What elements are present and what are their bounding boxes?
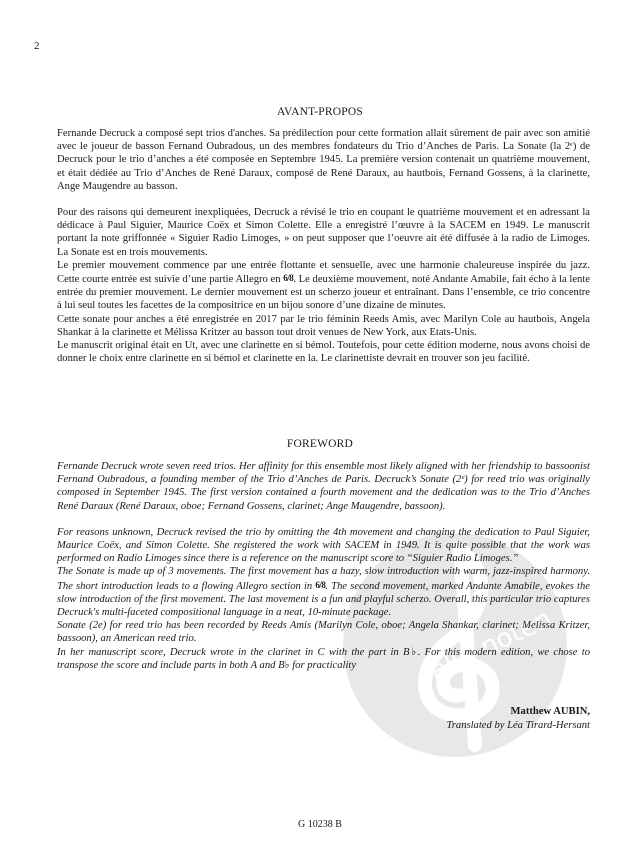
- english-body: [57, 460, 590, 672]
- french-paragraph: Le premier mouvement commence par une entrée flottante et sensuelle, avec une harmonie chaleureuse inspirée du jazz. Cette courte entrée est suivie d’une partie Allegro en 6/8. Le deuxième mouvement, noté Andante Amabile, fait écho à la lente entrée du premier mouvement. Le dernier mouvement est un scherzo joueur et entraînant. Dans l’ensemble, ce trio concentre à lui seul toutes les facettes de la compositrice en un bijou sonore d’une dizaine de minutes.: [57, 259, 590, 312]
- page-number: 2: [34, 40, 40, 52]
- translator-credit: Translated by Léa Tirard-Hersant: [446, 720, 590, 731]
- english-paragraph: In her manuscript score, Decruck wrote in the clarinet in C with the part in B♭. For this modern edition, we chose to transpose the score and include parts in both A and B♭ for practicality: [57, 646, 590, 671]
- english-heading: FOREWORD: [286, 438, 354, 450]
- english-paragraph: Fernande Decruck wrote seven reed trios. Her affinity for this ensemble most likely aligned with her friendship to bassoonist Fernand Oubradous, a founding member of the Trio d’Anches de Paris. Decruck’s Sonate (2ᵉ) for reed trio was originally composed in September 1945. The first version contained a fourth movement and the dedication was to the Trio d’Anches René Daraux (René Daraux, oboe; Fernand Gossens, clarinet; Ange Maugendre, bassoon).: [57, 461, 590, 512]
- author-signature: Matthew AUBIN,: [510, 706, 590, 717]
- time-signature: 6/8: [315, 579, 326, 590]
- watermark-text: alle-noten: [425, 603, 557, 687]
- english-paragraph: The Sonate is made up of 3 movements. The first movement has a hazy, slow introduction with warm, jazz-inspired harmony. The short introduction leads to a flowing Allegro section in 6/8. The second movement, marked Andante Amabile, evokes the slow introduction of the first movement. The last movement is a fun and playful scherzo. Overall, this particular trio captures Decruck's multi-faceted compositional language in a neat, 10-minute package.: [57, 566, 590, 619]
- french-paragraph: Fernande Decruck a composé sept trios d'anches. Sa prédilection pour cette formation allait sûrement de pair avec son amitié avec le joueur de basson Fernand Oubradous, un des membres fondateurs du Trio d’Anches de Paris. La Sonate (la 2ᵉ) de Decruck pour le trio d’anches a été composée en Septembre 1945. La première version contenait un quatrième mouvement, et était dédiée au Trio d’Anches de René Daraux, composé de René Daraux, au hautbois, Fernand Gossens, à la clarinette, Ange Maugendre au basson.: [57, 128, 590, 192]
- english-paragraph: Sonate (2e) for reed trio has been recorded by Reeds Amis (Marilyn Cole, oboe; Angela Shankar, clarinet; Melissa Kritzer, bassoon), an American reed trio.: [57, 620, 590, 645]
- time-signature: 6/8: [283, 273, 294, 284]
- french-paragraph: Pour des raisons qui demeurent inexpliquées, Decruck a révisé le trio en coupant le quatrième mouvement et en adressant la dédicace à Paul Siguier, Maurice Coëx et Simon Colette. Elle a enregistré l’œuvre à la SACEM en 1949. Le manuscrit portant la note griffonnée « Siguier Radio Limoges, » on peut supposer que l’oeuvre ait été diffusée à la radio de Limoges. La Sonate est en trois mouvements.: [57, 207, 590, 258]
- catalog-number: G 10238 B: [298, 819, 342, 830]
- french-body: [57, 127, 590, 365]
- french-heading: AVANT-PROPOS: [277, 106, 363, 118]
- french-paragraph: Le manuscrit original était en Ut, avec une clarinette en si bémol. Toutefois, pour cette édition moderne, nous avons choisi de donner le choix entre clarinette en si bémol et clarinette en la. Le clarinettiste devrait en trouver son jeu facilité.: [57, 340, 590, 365]
- french-paragraph: Cette sonate pour anches a été enregistrée en 2017 par le trio féminin Reeds Amis, avec Marilyn Cole au hautbois, Angela Shankar à la clarinette et Mélissa Kritzer au basson tout droit venues de New York, aux Etats-Unis.: [57, 313, 590, 338]
- english-paragraph: For reasons unknown, Decruck revised the trio by omitting the 4th movement and changing the dedication to Paul Siguier, Maurice Coëx, and Simon Colette. She registered the work with SACEM in 1949. It is quite possible that the work was performed on Radio Limoges since there is a reference on the manuscript score to “Siguier Radio Limoges.”: [57, 526, 590, 565]
